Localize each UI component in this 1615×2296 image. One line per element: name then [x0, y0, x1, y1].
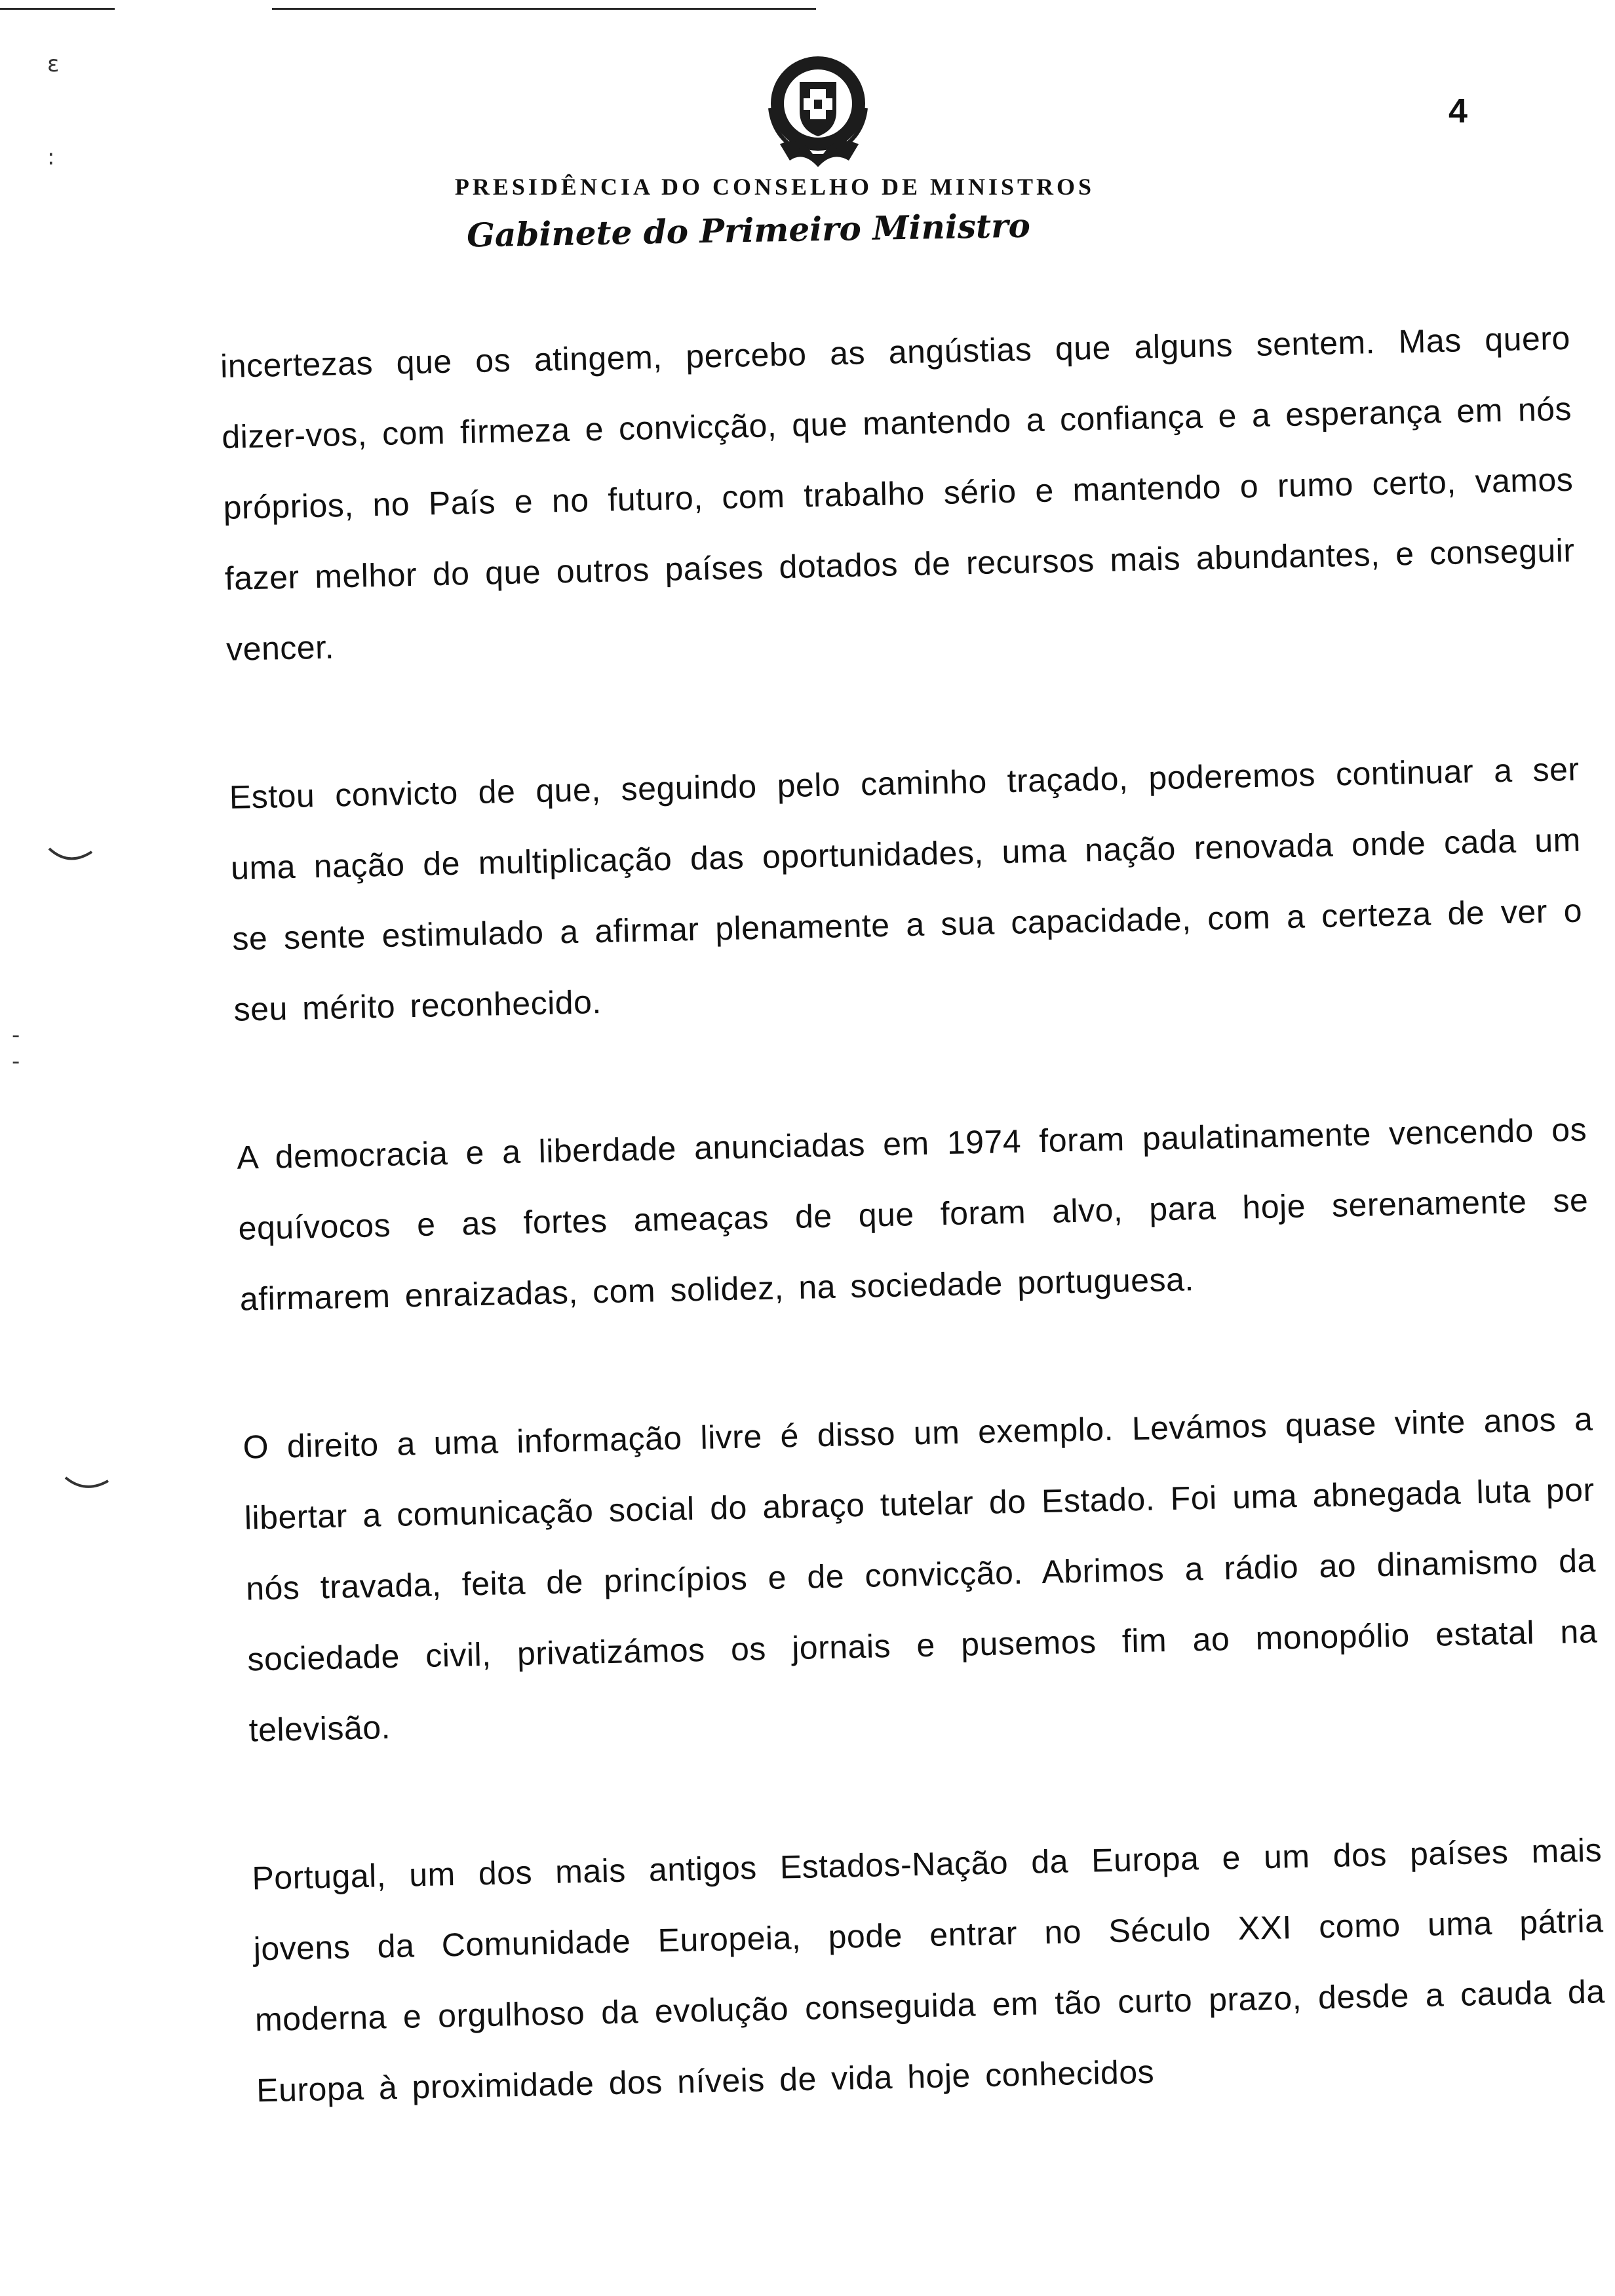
body-paragraph: incertezas que os atingem, percebo as angústias que alguns sentem. Mas quero dizer-vos, com firmeza e convicção, que mantendo a confiança e a esperança em nós próprios, no País e no futuro, com trabalho sério e mantendo o rumo certo, vamos fazer melhor do que outros países dotados de recursos mais abundantes, e conseguir vencer.: [220, 319, 1576, 668]
coat-of-arms-emblem: [754, 46, 885, 177]
document-body: [220, 303, 1608, 2204]
body-paragraph: Portugal, um dos mais antigos Estados-Nação da Europa e um dos países mais jovens da Comunidade Europeia, pode entrar no Século XXI como uma pátria moderna e orgulhoso da evolução conseguida em tão curto prazo, desde a cauda da Europa à proximidade dos níveis de vida hoje conhecidos: [251, 1831, 1606, 2109]
letterhead-title: PRESIDÊNCIA DO CONSELHO DE MINISTROS: [454, 174, 1095, 200]
margin-mark: ε: [47, 51, 60, 77]
page-number: 4: [1449, 92, 1468, 130]
margin-mark: -: [12, 1022, 20, 1048]
scan-border-line-left: [0, 8, 115, 10]
letterhead-subtitle: Gabinete do Primeiro Ministro: [466, 206, 1031, 255]
margin-mark: :: [47, 144, 55, 170]
margin-mark: -: [12, 1048, 20, 1075]
body-paragraph: O direito a uma informação livre é disso um exemplo. Levámos quase vinte anos a libertar a comunicação social do abraço tutelar do Estado. Foi uma abnegada luta por nós travada, feita de princípios e de convicção. Abrimos a rádio ao dinamismo da sociedade civil, privatizámos os jornais e pusemos fim ao monopólio estatal na televisão.: [243, 1400, 1598, 1749]
body-paragraph: A democracia e a liberdade anunciadas em 1974 foram paulatinamente vencendo os equívocos e as fortes ameaças de que foram alvo, para hoje serenamente se afirmarem enraizadas, com solidez, na sociedade portuguesa.: [236, 1111, 1589, 1318]
scan-border-line-right: [272, 8, 816, 10]
margin-mark: [62, 1471, 115, 1497]
body-paragraph: Estou convicto de que, seguindo pelo caminho traçado, poderemos continuar a ser uma nação de multiplicação das oportunidades, uma nação renovada onde cada um se sente estimulado a afirmar plenamente a sua capacidade, com a certeza de ver o seu mérito reconhecido.: [229, 750, 1583, 1028]
margin-mark: [46, 842, 98, 868]
